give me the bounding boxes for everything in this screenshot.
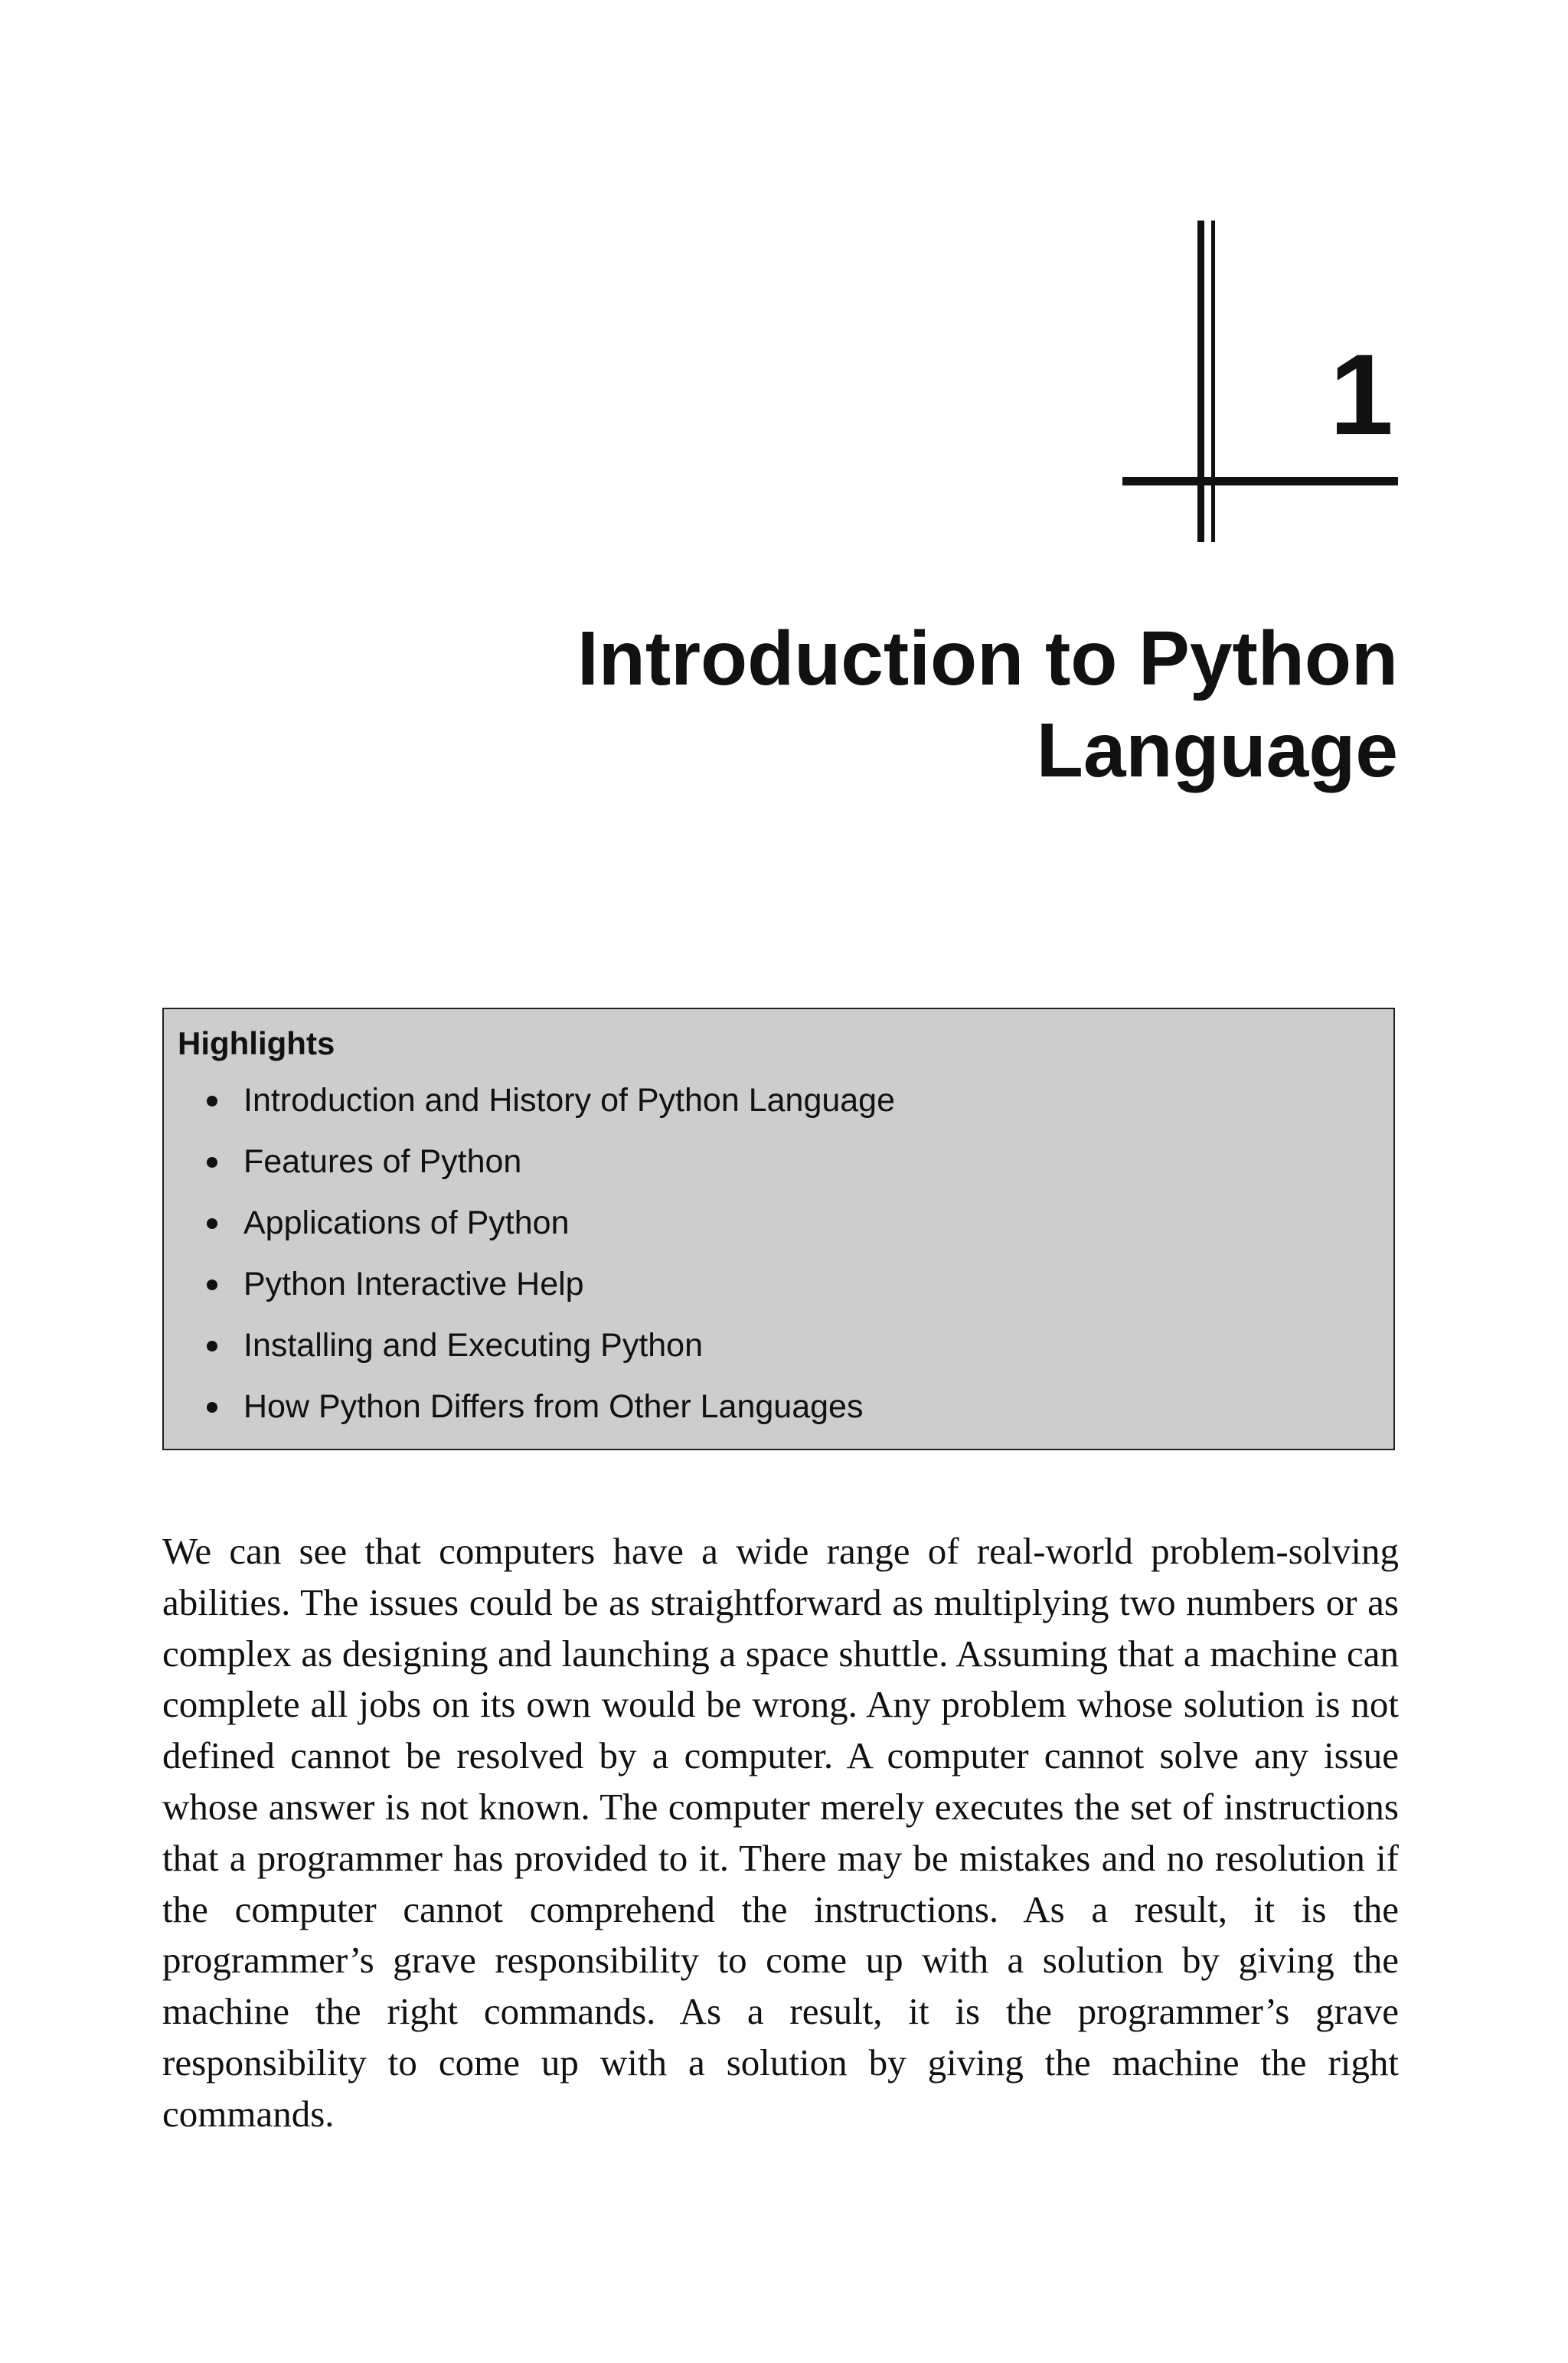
highlights-item — [164, 1204, 895, 1265]
highlights-item-label: Applications of Python — [243, 1204, 570, 1241]
bullet-icon — [207, 1280, 217, 1290]
chapter-title-line-1: Introduction to Python — [577, 616, 1398, 701]
highlights-item — [164, 1265, 895, 1326]
bullet-icon — [207, 1402, 217, 1413]
highlights-heading: Highlights — [178, 1025, 335, 1061]
chapter-mark — [0, 0, 1568, 582]
body-paragraph: We can see that computers have a wide range of real-world problem-solving abilities. The issues could be as straightforward as multiplying two numbers or as complex as designing and launching a space shuttle. Assuming that a machine can complete all jobs on its own would be wrong. Any problem whose solution is not defined cannot be resolved by a computer. A computer cannot solve any issue whose answer is not known. The computer merely executes the set of instructions that a programmer has provided to it. There may be mistakes and no resolution if the computer cannot comprehend the instructions. As a result, it is the programmer’s grave responsibility to come up with a solution by giving the machine the right commands. As a result, it is the programmer’s grave responsibility to come up with a solution by giving the machine the right commands. — [162, 1530, 1399, 2135]
highlights-item — [164, 1326, 895, 1387]
bullet-icon — [207, 1157, 217, 1168]
highlights-item-label: How Python Differs from Other Languages — [243, 1388, 864, 1425]
chapter-rule-horizontal — [1122, 477, 1398, 485]
highlights-box — [162, 1008, 1395, 1450]
chapter-rule-vertical-thin — [1211, 221, 1215, 542]
highlights-item-label: Introduction and History of Python Language — [243, 1082, 896, 1119]
chapter-number: 1 — [1329, 330, 1393, 459]
highlights-list — [164, 1081, 895, 1449]
highlights-item — [164, 1387, 895, 1449]
highlights-item-label: Python Interactive Help — [243, 1266, 584, 1302]
highlights-item-label: Installing and Executing Python — [243, 1327, 704, 1364]
highlights-item-label: Features of Python — [243, 1143, 522, 1180]
bullet-icon — [207, 1218, 217, 1229]
highlights-item — [164, 1142, 895, 1204]
chapter-title-line-2: Language — [1036, 708, 1398, 793]
chapter-title — [326, 613, 1398, 796]
highlights-item — [164, 1081, 895, 1142]
bullet-icon — [207, 1096, 217, 1106]
bullet-icon — [207, 1341, 217, 1351]
chapter-rule-vertical-thick — [1197, 221, 1204, 542]
